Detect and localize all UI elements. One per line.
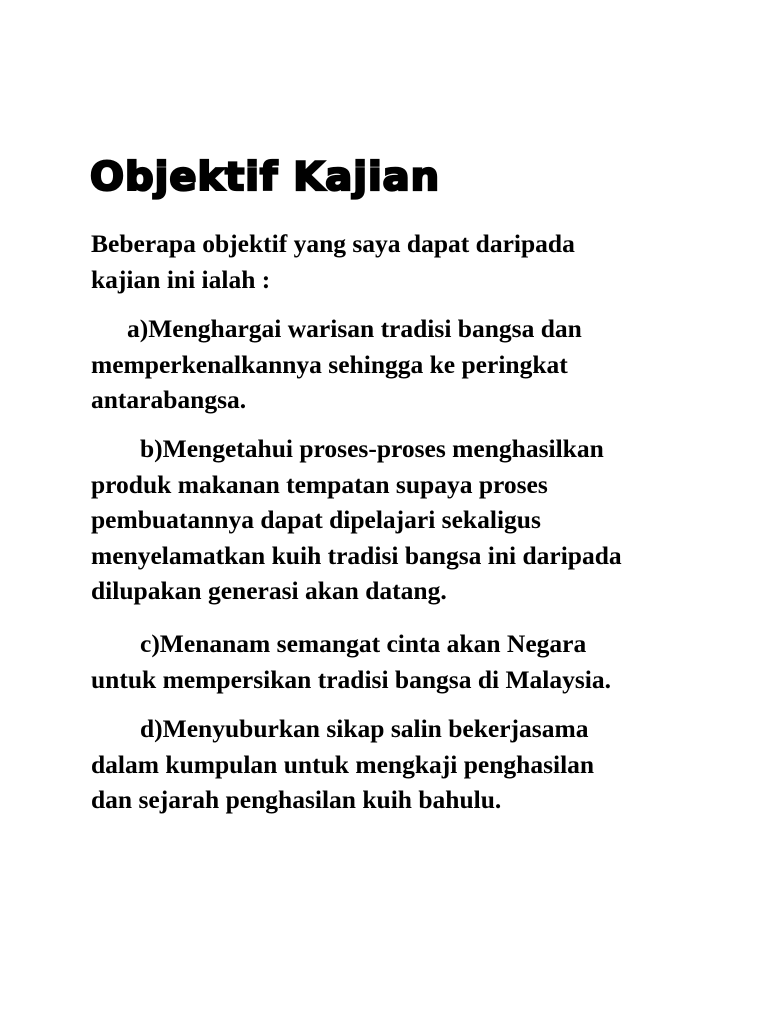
intro-paragraph	[91, 226, 691, 297]
objective-line: d)Menyuburkan sikap salin bekerjasama	[140, 714, 589, 743]
objective-a	[91, 311, 691, 418]
objective-line: dan sejarah penghasilan kuih bahulu.	[91, 785, 502, 815]
objective-line: antarabangsa.	[91, 385, 247, 415]
objective-line: produk makanan tempatan supaya proses	[91, 469, 548, 499]
objective-line: pembuatannya dapat dipelajari sekaligus	[91, 505, 541, 535]
objective-d	[91, 711, 691, 818]
objective-line: c)Menanam semangat cinta akan Negara	[140, 629, 587, 658]
objective-line: menyelamatkan kuih tradisi bangsa ini daripada	[91, 540, 622, 570]
intro-line: Beberapa objektif yang saya dapat daripada	[91, 229, 575, 258]
objective-line: memperkenalkannya sehingga ke peringkat	[91, 349, 568, 379]
objective-b	[91, 431, 691, 609]
objective-line: a)Menghargai warisan tradisi bangsa dan	[127, 314, 582, 343]
objective-line: dalam kumpulan untuk mengkaji penghasilan	[91, 749, 595, 779]
intro-line: kajian ini ialah :	[91, 264, 271, 294]
page-title: Objektif Kajian	[90, 154, 441, 200]
objective-line: b)Mengetahui proses-proses menghasilkan	[140, 434, 604, 463]
objective-c	[91, 626, 691, 697]
objective-line: untuk mempersikan tradisi bangsa di Malaysia.	[91, 664, 612, 694]
objective-line: dilupakan generasi akan datang.	[91, 576, 447, 606]
